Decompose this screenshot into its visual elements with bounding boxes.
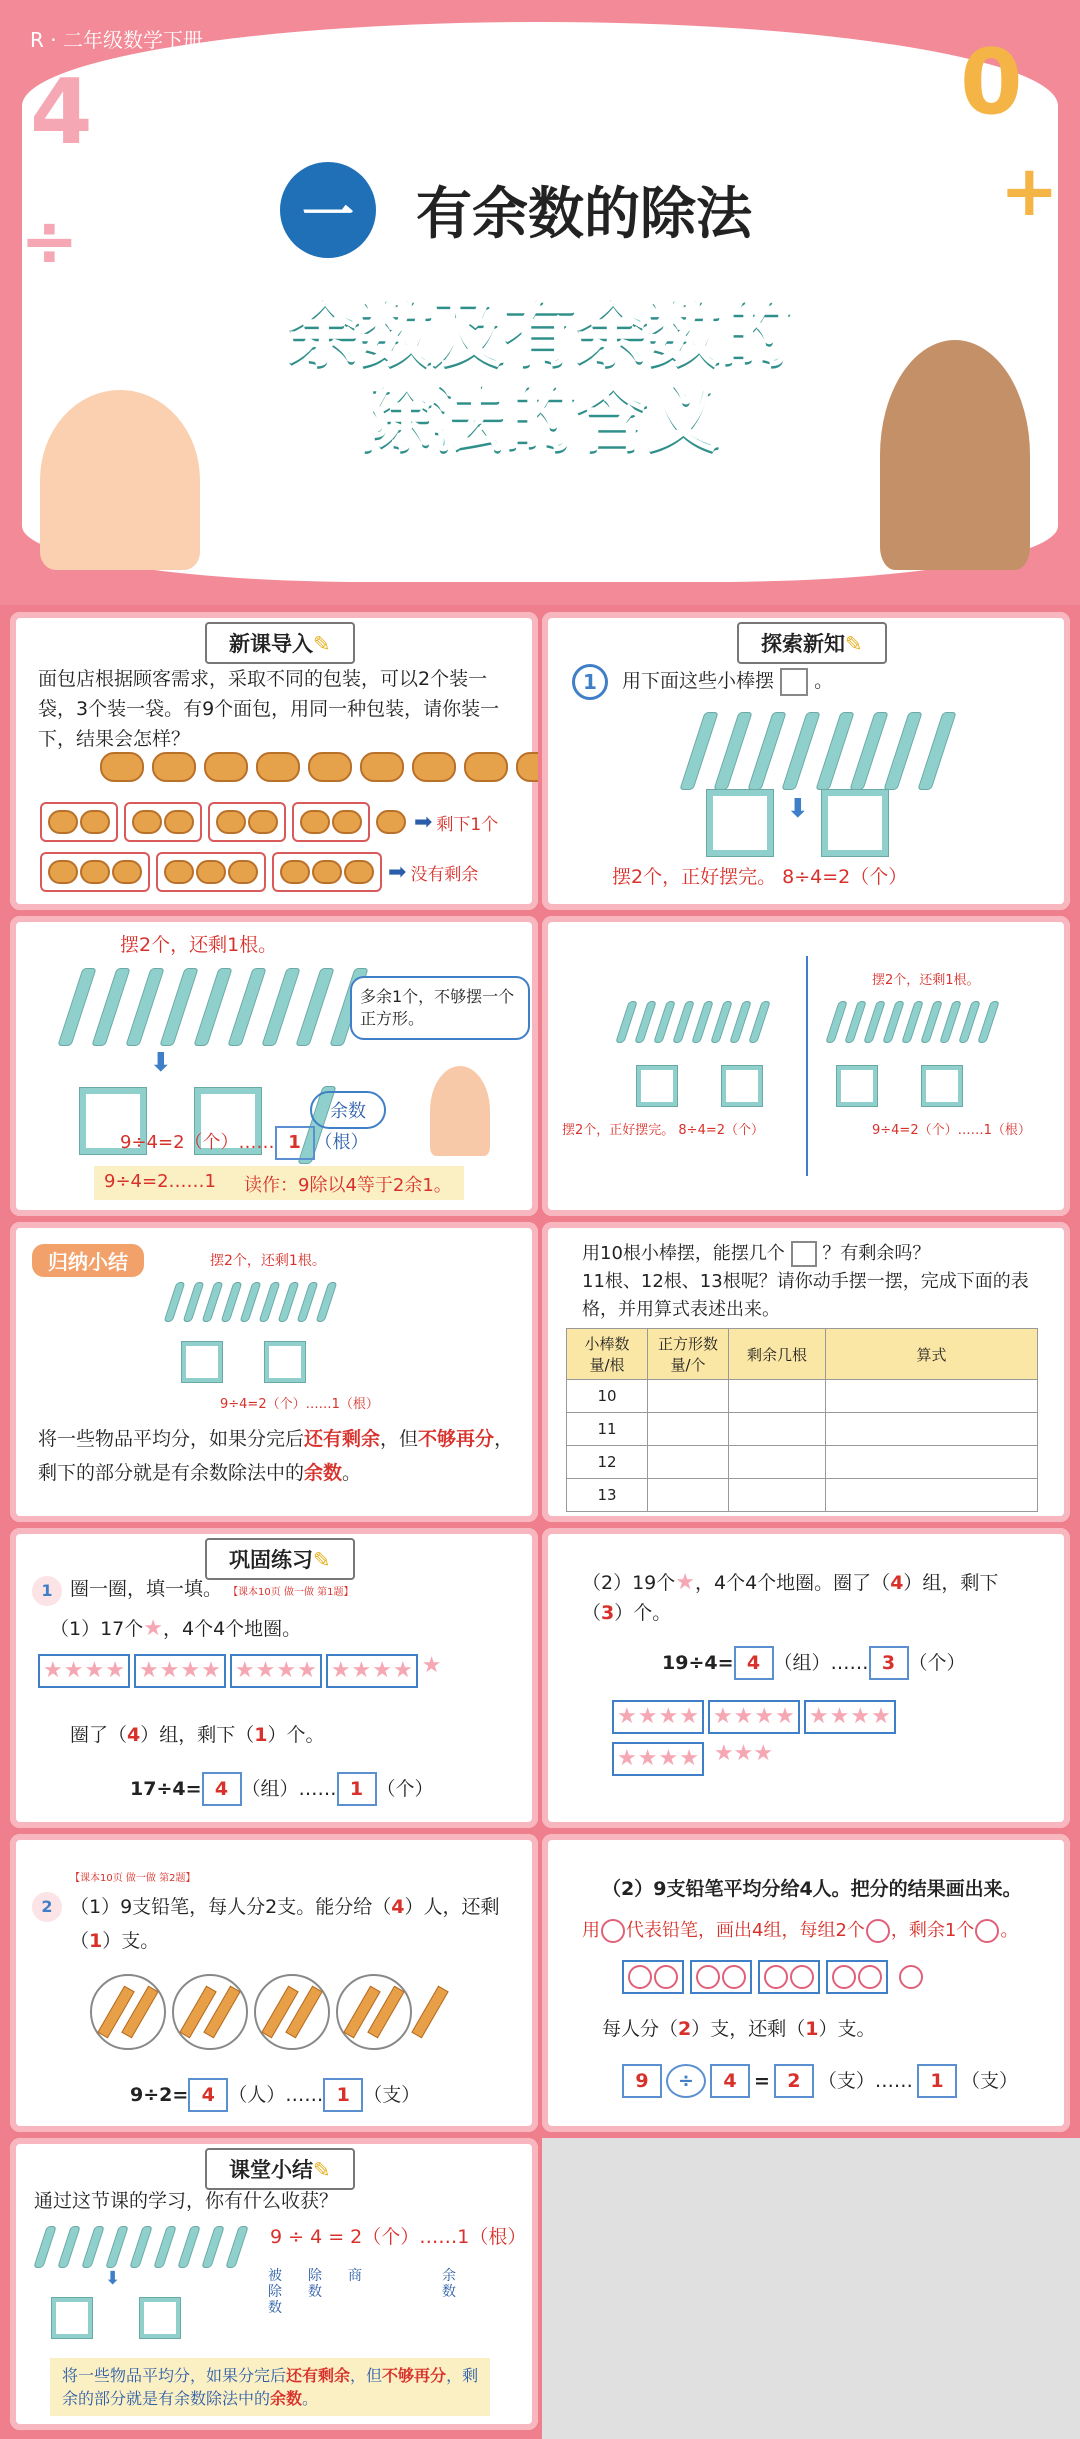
slide-intro bbox=[10, 612, 538, 910]
stick-square bbox=[722, 1066, 762, 1106]
arrow-down-icon: ⬇ bbox=[150, 1048, 172, 1078]
slide-pencils-1 bbox=[10, 1834, 538, 2132]
arrow-down-icon: ⬇ bbox=[105, 2268, 121, 2289]
slide-summary bbox=[10, 1222, 538, 1522]
label-dividend: 被除数 bbox=[268, 2268, 282, 2316]
summary-badge: 归纳小结 bbox=[32, 1244, 144, 1277]
lesson-number: 一 bbox=[280, 162, 376, 258]
tag-new-lesson: 新课导入✎ bbox=[205, 622, 355, 664]
question-number: 1 bbox=[572, 664, 608, 700]
pencil-icon: ✎ bbox=[313, 632, 331, 656]
circle-group bbox=[622, 1960, 684, 1994]
teacher-illustration bbox=[880, 340, 1030, 570]
eight-sticks bbox=[692, 712, 944, 790]
pencil-groups bbox=[90, 1974, 442, 2050]
slide-table-exercise bbox=[542, 1222, 1070, 1522]
star-icon: ★ bbox=[675, 1570, 695, 1595]
explore-prompt: 用下面这些小棒摆 。 bbox=[622, 666, 833, 696]
table-cell: 10 bbox=[567, 1380, 648, 1413]
practice-equation: 17÷4= 4 （组）…… 1 （个） bbox=[130, 1772, 434, 1806]
remainder-equation: 9÷4=2（个）…… 1 （根） bbox=[120, 1126, 369, 1160]
pencil-group-circle bbox=[254, 1974, 330, 2050]
stick-square bbox=[837, 1066, 877, 1106]
pencil-icon: ✎ bbox=[313, 2158, 331, 2182]
arrow-right-icon: ➡ bbox=[388, 859, 407, 885]
label-quotient: 商 bbox=[348, 2268, 362, 2284]
class-summary-text: 将一些物品平均分，如果分完后还有剩余，但不够再分，剩余的部分就是有余数除法中的余数。 bbox=[62, 2366, 479, 2408]
table-header-cell: 剩余几根 bbox=[729, 1329, 826, 1380]
circle-icon bbox=[975, 1919, 999, 1943]
question-number: 1 bbox=[32, 1576, 62, 1606]
class-summary-question: 通过这节课的学习，你有什么收获？ bbox=[34, 2190, 339, 2212]
circle-icon bbox=[601, 1919, 625, 1943]
bread-icon bbox=[100, 752, 144, 782]
pencil2-answer: 每人分（2）支，还剩（1）支。 bbox=[602, 2018, 876, 2040]
eight-sticks-small bbox=[622, 1001, 764, 1043]
circle-icon bbox=[866, 1919, 890, 1943]
slide-remainder bbox=[10, 916, 538, 1216]
table-input-cell[interactable] bbox=[648, 1380, 729, 1413]
pencil-icon: ✎ bbox=[313, 1548, 331, 1572]
table-header-cell: 算式 bbox=[826, 1329, 1038, 1380]
practice-answer-line: 圈了（4）组，剩下（1）个。 bbox=[70, 1724, 325, 1746]
stick-square bbox=[140, 2298, 180, 2338]
bread-icon bbox=[204, 752, 248, 782]
pencil-equation: 9÷2= 4 （人）…… 1 （支） bbox=[130, 2078, 420, 2112]
table-row bbox=[567, 1446, 1038, 1479]
label-divisor: 除数 bbox=[308, 2268, 322, 2300]
table-cell: 11 bbox=[567, 1413, 648, 1446]
bread-groups-of-2 bbox=[40, 802, 498, 842]
table-cell: 13 bbox=[567, 1479, 648, 1512]
summary-heading: 摆2个，还剩1根。 bbox=[210, 1253, 326, 1269]
bread-icon bbox=[308, 752, 352, 782]
tag-explore: 探索新知✎ bbox=[737, 622, 887, 664]
practice2-question: （2）19个★，4个4个地圈。圈了（4）组，剩下 （3）个。 bbox=[582, 1570, 999, 1624]
lesson-heading bbox=[280, 160, 752, 260]
bread-row-full bbox=[100, 752, 538, 782]
number-4-decoration-icon: 4 bbox=[30, 60, 93, 165]
circle-groups bbox=[622, 1960, 924, 1994]
empty-area bbox=[542, 2138, 1080, 2439]
bread-icon bbox=[464, 752, 508, 782]
stick-square bbox=[637, 1066, 677, 1106]
practice-question: 圈一圈，填一填。 【课本10页 做一做 第1题】 bbox=[70, 1578, 354, 1600]
table-row bbox=[567, 1380, 1038, 1413]
pencil-question: （1）9支铅笔，每人分2支。能分给（4）人，还剩（1）支。 bbox=[70, 1896, 500, 1952]
summary-caption: 9÷4=2（个）……1（根） bbox=[220, 1397, 379, 1412]
bread-groups-of-3 bbox=[40, 852, 478, 892]
circle-group bbox=[690, 1960, 752, 1994]
circle-group bbox=[758, 1960, 820, 1994]
seventeen-stars: ★ ★ ★ ★ ★ ★ ★ ★ ★ ★ ★ ★ ★ ★ ★ ★ ★ bbox=[38, 1654, 441, 1688]
table-input-cell[interactable] bbox=[826, 1380, 1038, 1413]
arrow-right-icon: ➡ bbox=[414, 809, 433, 835]
leftover-circle-icon bbox=[899, 1965, 923, 1989]
stick-square bbox=[182, 1342, 222, 1382]
explore-result: 摆2个，正好摆完。 8÷4=2（个） bbox=[612, 866, 908, 888]
plus-decoration-icon: + bbox=[1000, 150, 1059, 232]
stick-table bbox=[566, 1328, 1038, 1512]
compare-right-caption: 9÷4=2（个）……1（根） bbox=[872, 1123, 1031, 1138]
summary-paragraph: 将一些物品平均分，如果分完后还有剩余，但不够再分，剩下的部分就是有余数除法中的余数。 bbox=[38, 1428, 514, 1484]
main-title-line2: 除法的含义 bbox=[359, 376, 720, 460]
slide-pencils-2 bbox=[542, 1834, 1070, 2132]
stick-square bbox=[922, 1066, 962, 1106]
bread-icon bbox=[412, 752, 456, 782]
table-input-cell[interactable] bbox=[729, 1446, 826, 1479]
girl-illustration bbox=[430, 1066, 490, 1156]
pencil-group-circle bbox=[336, 1974, 412, 2050]
class-summary-equation: 9 ÷ 4 = 2（个）……1（根） bbox=[270, 2226, 527, 2248]
practice-sub-question: （1）17个★，4个4个地圈。 bbox=[50, 1616, 302, 1641]
pencil-icon: ✎ bbox=[845, 632, 863, 656]
leftover-pencil-icon bbox=[411, 1986, 448, 2039]
stick-square bbox=[265, 1342, 305, 1382]
table-cell: 12 bbox=[567, 1446, 648, 1479]
table-header-cell: 小棒数量/根 bbox=[567, 1329, 648, 1380]
question-number: 2 bbox=[32, 1892, 62, 1922]
table-input-cell[interactable] bbox=[729, 1380, 826, 1413]
pencil-ref: 【课本10页 做一做 第2题】 bbox=[70, 1873, 196, 1884]
nine-sticks bbox=[70, 968, 356, 1046]
slide-explore bbox=[542, 612, 1070, 910]
pencil-group-circle bbox=[90, 1974, 166, 2050]
bread-icon bbox=[516, 752, 538, 782]
table-input-cell[interactable] bbox=[648, 1413, 729, 1446]
tag-practice: 巩固练习✎ bbox=[205, 1538, 355, 1580]
stick-square bbox=[822, 790, 888, 856]
slide-compare bbox=[542, 916, 1070, 1216]
table-input-cell[interactable] bbox=[826, 1413, 1038, 1446]
pencil-group-circle bbox=[172, 1974, 248, 2050]
table-input-cell[interactable] bbox=[648, 1446, 729, 1479]
table-input-cell[interactable] bbox=[729, 1479, 826, 1512]
tag-class-summary: 课堂小结✎ bbox=[205, 2148, 355, 2190]
slide-practice-1 bbox=[10, 1528, 538, 1828]
nine-sticks-class bbox=[40, 2226, 242, 2268]
stick-square bbox=[707, 790, 773, 856]
number-0-decoration-icon: 0 bbox=[960, 30, 1023, 135]
slide-practice-2 bbox=[542, 1528, 1070, 1828]
nine-sticks-summary bbox=[170, 1282, 331, 1322]
remainder-heading: 摆2个，还剩1根。 bbox=[120, 934, 278, 956]
bread-icon bbox=[152, 752, 196, 782]
bread-icon bbox=[256, 752, 300, 782]
arrow-down-icon: ⬇ bbox=[787, 794, 809, 824]
table-input-cell[interactable] bbox=[826, 1479, 1038, 1512]
cover-slide bbox=[0, 0, 1080, 605]
nine-sticks-small bbox=[832, 1001, 993, 1043]
table-header-cell: 正方形数量/个 bbox=[648, 1329, 729, 1380]
main-title-line1: 余数及有余数的 bbox=[287, 291, 792, 375]
stick-square bbox=[52, 2298, 92, 2338]
bread-icon bbox=[360, 752, 404, 782]
label-remainder: 余数 bbox=[442, 2268, 456, 2300]
star-icon: ★ bbox=[143, 1616, 163, 1641]
divide-decoration-icon: ÷ bbox=[20, 200, 79, 282]
lesson-title: 有余数的除法 bbox=[416, 182, 752, 247]
table-input-cell[interactable] bbox=[648, 1479, 729, 1512]
pencil2-equation: 9 ÷ 4 = 2 （支）…… 1 （支） bbox=[622, 2064, 1018, 2098]
reading-bar: 9÷4=2……1 读作：9除以4等于2余1。 bbox=[94, 1166, 464, 1200]
table-exercise-text: 用10根小棒摆，能摆几个 ？有剩余吗？ 11根、12根、13根呢？请你动手摆一摆，完成下面的表格，并用算式表述出来。 bbox=[582, 1243, 1029, 1320]
remainder-label-bubble: 余数 bbox=[310, 1091, 386, 1129]
pencil2-hint: 用 代表铅笔，画出4组，每组2个 ，剩余1个 。 bbox=[582, 1920, 1019, 1941]
nineteen-stars-row1: ★ ★ ★ ★ ★ ★ ★ ★ ★ ★ ★ ★ bbox=[612, 1700, 900, 1734]
divider bbox=[806, 956, 808, 1176]
pencil2-question: （2）9支铅笔平均分给4人。把分的结果画出来。 bbox=[602, 1878, 1022, 1900]
table-input-cell[interactable] bbox=[826, 1446, 1038, 1479]
circle-group bbox=[826, 1960, 888, 1994]
speech-bubble: 多余1个，不够摆一个正方形。 bbox=[350, 976, 530, 1040]
table-input-cell[interactable] bbox=[729, 1413, 826, 1446]
class-summary-bar bbox=[50, 2358, 490, 2416]
table-row bbox=[567, 1413, 1038, 1446]
book-label: R · 二年级数学下册 bbox=[30, 28, 203, 52]
intro-text: 面包店根据顾客需求，采取不同的包装，可以2个装一袋，3个装一袋。有9个面包，用同一种包装，请你装一下，结果会怎样？ bbox=[38, 668, 500, 750]
row2-label: 没有剩余 bbox=[410, 864, 479, 885]
compare-right-heading: 摆2个，还剩1根。 bbox=[872, 973, 980, 988]
girl-reading-illustration bbox=[40, 390, 200, 570]
compare-left-caption: 摆2个，正好摆完。 8÷4=2（个） bbox=[562, 1123, 765, 1138]
table-row bbox=[567, 1479, 1038, 1512]
nineteen-stars-row2: ★ ★ ★ ★ ★ ★ ★ bbox=[612, 1742, 773, 1776]
practice2-equation: 19÷4= 4 （组）…… 3 （个） bbox=[662, 1646, 966, 1680]
table-header bbox=[567, 1329, 1038, 1380]
slide-class-summary bbox=[10, 2138, 538, 2430]
row1-label: 剩下1个 bbox=[436, 814, 499, 835]
